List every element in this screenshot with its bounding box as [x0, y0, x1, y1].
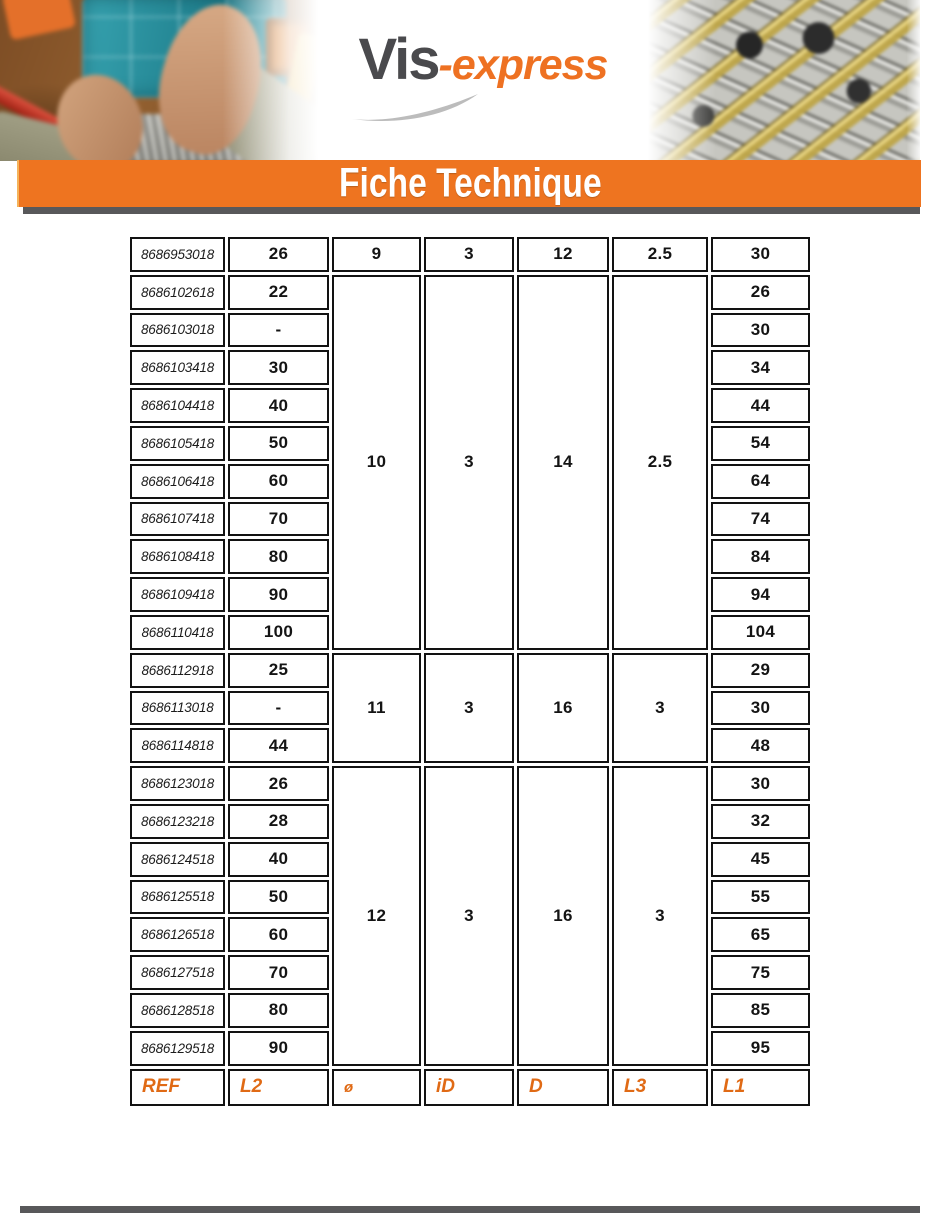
- ref-cell: 8686126518: [130, 917, 225, 952]
- ref-cell: 8686104418: [130, 388, 225, 423]
- l1-cell: 55: [711, 880, 810, 915]
- diameter-cell: 12: [332, 766, 421, 1065]
- l3-cell: 3: [612, 766, 708, 1065]
- l3-cell: 2.5: [612, 275, 708, 650]
- l1-cell: 44: [711, 388, 810, 423]
- ref-cell: 8686103418: [130, 350, 225, 385]
- ref-cell: 8686125518: [130, 880, 225, 915]
- l2-cell: 90: [228, 577, 329, 612]
- ref-cell: 8686113018: [130, 691, 225, 726]
- workbench-photo: [0, 0, 318, 161]
- l1-cell: 65: [711, 917, 810, 952]
- ref-cell: 8686105418: [130, 426, 225, 461]
- logo-text-vis: Vis: [358, 27, 439, 92]
- diameter-cell: 10: [332, 275, 421, 650]
- photo-fade-overlay: [648, 0, 920, 161]
- d-cell: 12: [517, 237, 609, 272]
- l2-cell: 50: [228, 880, 329, 915]
- inner-diameter-cell: 3: [424, 766, 514, 1065]
- l1-cell: 48: [711, 728, 810, 763]
- l2-cell: 26: [228, 237, 329, 272]
- title-banner: [17, 160, 921, 207]
- ref-cell: 8686108418: [130, 539, 225, 574]
- l1-cell: 32: [711, 804, 810, 839]
- l1-cell: 95: [711, 1031, 810, 1066]
- l2-cell: 40: [228, 388, 329, 423]
- ref-cell: 8686107418: [130, 502, 225, 537]
- l1-cell: 64: [711, 464, 810, 499]
- logo-swoosh-icon: [350, 92, 480, 124]
- l1-cell: 29: [711, 653, 810, 688]
- spec-table: [130, 237, 810, 1106]
- column-label-id: iD: [424, 1069, 514, 1106]
- column-label-l2: L2: [228, 1069, 329, 1106]
- l1-cell: 85: [711, 993, 810, 1028]
- vis-express-logo: [318, 10, 648, 155]
- l1-cell: 34: [711, 350, 810, 385]
- photo-fade-overlay: [0, 0, 318, 161]
- l2-cell: 80: [228, 993, 329, 1028]
- l1-cell: 74: [711, 502, 810, 537]
- d-cell: 16: [517, 653, 609, 763]
- ref-cell: 8686128518: [130, 993, 225, 1028]
- ref-cell: 8686129518: [130, 1031, 225, 1066]
- diameter-cell: 9: [332, 237, 421, 272]
- ref-cell: 8686127518: [130, 955, 225, 990]
- column-label-d: D: [517, 1069, 609, 1106]
- l1-cell: 94: [711, 577, 810, 612]
- column-label-l3: L3: [612, 1069, 708, 1106]
- ref-cell: 8686102618: [130, 275, 225, 310]
- l2-cell: 40: [228, 842, 329, 877]
- l2-cell: 100: [228, 615, 329, 650]
- l2-cell: 90: [228, 1031, 329, 1066]
- l2-cell: 26: [228, 766, 329, 801]
- l1-cell: 84: [711, 539, 810, 574]
- l1-cell: 45: [711, 842, 810, 877]
- logo-text: [318, 26, 648, 93]
- page-title: Fiche Technique: [338, 160, 602, 206]
- l2-cell: 30: [228, 350, 329, 385]
- bottom-bar: [20, 1206, 920, 1213]
- l2-cell: -: [228, 313, 329, 348]
- l2-cell: 50: [228, 426, 329, 461]
- l2-cell: 22: [228, 275, 329, 310]
- ref-cell: 8686112918: [130, 653, 225, 688]
- ref-cell: 8686124518: [130, 842, 225, 877]
- l3-cell: 3: [612, 653, 708, 763]
- l1-cell: 104: [711, 615, 810, 650]
- l1-cell: 30: [711, 691, 810, 726]
- l1-cell: 54: [711, 426, 810, 461]
- l2-cell: 60: [228, 917, 329, 952]
- l2-cell: 44: [228, 728, 329, 763]
- screws-photo: [648, 0, 920, 161]
- d-cell: 14: [517, 275, 609, 650]
- l1-cell: 30: [711, 237, 810, 272]
- l3-cell: 2.5: [612, 237, 708, 272]
- inner-diameter-cell: 3: [424, 237, 514, 272]
- column-label-o: ø: [332, 1069, 421, 1106]
- logo-text-express: -express: [438, 41, 608, 89]
- ref-cell: 8686109418: [130, 577, 225, 612]
- banner-shadow-bar: [23, 207, 920, 214]
- l1-cell: 26: [711, 275, 810, 310]
- l2-cell: 60: [228, 464, 329, 499]
- l1-cell: 75: [711, 955, 810, 990]
- diameter-cell: 11: [332, 653, 421, 763]
- column-label-ref: REF: [130, 1069, 225, 1106]
- ref-cell: 8686953018: [130, 237, 225, 272]
- ref-cell: 8686114818: [130, 728, 225, 763]
- ref-cell: 8686106418: [130, 464, 225, 499]
- l2-cell: -: [228, 691, 329, 726]
- ref-cell: 8686110418: [130, 615, 225, 650]
- d-cell: 16: [517, 766, 609, 1065]
- column-label-l1: L1: [711, 1069, 810, 1106]
- l1-cell: 30: [711, 313, 810, 348]
- l2-cell: 70: [228, 955, 329, 990]
- l2-cell: 28: [228, 804, 329, 839]
- inner-diameter-cell: 3: [424, 653, 514, 763]
- ref-cell: 8686123218: [130, 804, 225, 839]
- ref-cell: 8686123018: [130, 766, 225, 801]
- inner-diameter-cell: 3: [424, 275, 514, 650]
- l2-cell: 70: [228, 502, 329, 537]
- l1-cell: 30: [711, 766, 810, 801]
- l2-cell: 25: [228, 653, 329, 688]
- l2-cell: 80: [228, 539, 329, 574]
- ref-cell: 8686103018: [130, 313, 225, 348]
